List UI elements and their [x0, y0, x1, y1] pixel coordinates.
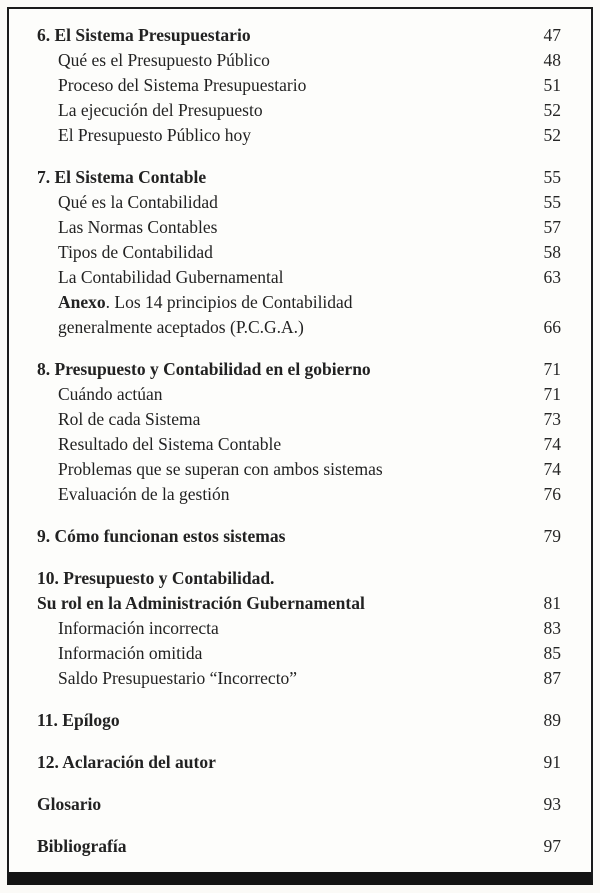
toc-entry-text: generalmente aceptados (P.C.G.A.) [58, 317, 304, 337]
toc-item-row [37, 290, 561, 315]
toc-chapter-title [37, 524, 519, 549]
toc-chapter-row [37, 834, 561, 859]
table-of-contents [9, 9, 591, 859]
page-number: 74 [543, 434, 561, 454]
toc-section [37, 566, 561, 691]
toc-item-label [37, 240, 519, 265]
toc-section [37, 23, 561, 148]
toc-section [37, 834, 561, 859]
toc-item-row [37, 215, 561, 240]
toc-chapter-title [37, 357, 519, 382]
toc-item-row [37, 666, 561, 691]
toc-chapter-title [37, 834, 519, 859]
toc-item-label [37, 215, 519, 240]
toc-item-label [37, 382, 519, 407]
page-number: 85 [543, 643, 561, 663]
toc-chapter-row [37, 750, 561, 775]
toc-entry-text: Glosario [37, 794, 102, 814]
toc-entry-text: 11. Epílogo [37, 710, 120, 730]
toc-entry-text: Cuándo actúan [58, 384, 163, 404]
toc-item-label [37, 48, 519, 73]
page-number: 47 [543, 25, 561, 45]
toc-entry-text: Información incorrecta [58, 618, 219, 638]
toc-item-row [37, 98, 561, 123]
toc-item-row [37, 240, 561, 265]
toc-item-label [37, 432, 519, 457]
toc-entry-text: 8. Presupuesto y Contabilidad en el gobierno [37, 359, 371, 379]
toc-entry-text: Saldo Presupuestario “Incorrecto” [58, 668, 298, 688]
toc-entry-text: . Los 14 principios de Contabilidad [105, 292, 353, 312]
page-number: 63 [543, 267, 561, 287]
toc-item-label [37, 290, 561, 315]
toc-entry-text: 7. El Sistema Contable [37, 167, 207, 187]
page-number: 73 [543, 409, 561, 429]
toc-section [37, 524, 561, 549]
toc-item-row [37, 48, 561, 73]
toc-section [37, 357, 561, 507]
page-number: 83 [543, 618, 561, 638]
toc-item-row [37, 432, 561, 457]
toc-chapter-row [37, 566, 561, 591]
toc-chapter-title [37, 23, 519, 48]
page-number: 55 [543, 167, 561, 187]
toc-item-bold-prefix: Anexo [58, 292, 106, 312]
toc-entry-text: Bibliografía [37, 836, 127, 856]
toc-item-row [37, 315, 561, 340]
toc-entry-text: Evaluación de la gestión [58, 484, 230, 504]
page-number: 51 [543, 75, 561, 95]
toc-section [37, 165, 561, 340]
page-number: 71 [543, 359, 561, 379]
toc-item-label [37, 98, 519, 123]
toc-item-row [37, 265, 561, 290]
toc-item-row [37, 407, 561, 432]
toc-item-row [37, 457, 561, 482]
page-number: 89 [543, 710, 561, 730]
page-number: 58 [543, 242, 561, 262]
toc-entry-text: Tipos de Contabilidad [58, 242, 213, 262]
scanned-page [7, 7, 593, 885]
page-number: 91 [543, 752, 561, 772]
page-number: 81 [543, 593, 561, 613]
toc-entry-text: Rol de cada Sistema [58, 409, 201, 429]
toc-item-label [37, 641, 519, 666]
toc-item-label [37, 457, 519, 482]
page-number: 48 [543, 50, 561, 70]
toc-chapter-row [37, 23, 561, 48]
toc-chapter-row [37, 708, 561, 733]
page-number: 66 [543, 317, 561, 337]
toc-entry-text: La ejecución del Presupuesto [58, 100, 263, 120]
toc-chapter-row [37, 792, 561, 817]
toc-list [37, 23, 561, 859]
toc-entry-text: 6. El Sistema Presupuestario [37, 25, 251, 45]
toc-entry-text: La Contabilidad Gubernamental [58, 267, 284, 287]
toc-item-label [37, 482, 519, 507]
toc-chapter-row [37, 524, 561, 549]
toc-item-label [37, 315, 519, 340]
page-number: 52 [543, 125, 561, 145]
page-number: 93 [543, 794, 561, 814]
toc-chapter-title [37, 566, 561, 591]
toc-item-row [37, 190, 561, 215]
toc-chapter-title [37, 750, 519, 775]
toc-entry-text: Problemas que se superan con ambos sistemas [58, 459, 383, 479]
toc-chapter-title [37, 792, 519, 817]
toc-item-row [37, 641, 561, 666]
toc-entry-text: Proceso del Sistema Presupuestario [58, 75, 307, 95]
toc-item-label [37, 407, 519, 432]
toc-chapter-title [37, 591, 519, 616]
toc-item-label [37, 73, 519, 98]
toc-chapter-title [37, 165, 519, 190]
page-number: 71 [543, 384, 561, 404]
toc-entry-text: Qué es la Contabilidad [58, 192, 218, 212]
toc-entry-text: Su rol en la Administración Gubernamental [37, 593, 365, 613]
toc-chapter-row [37, 165, 561, 190]
page-number: 52 [543, 100, 561, 120]
toc-chapter-row [37, 591, 561, 616]
page-number: 74 [543, 459, 561, 479]
toc-chapter-row [37, 357, 561, 382]
page-number: 57 [543, 217, 561, 237]
toc-entry-text: 12. Aclaración del autor [37, 752, 216, 772]
toc-item-row [37, 73, 561, 98]
page-number: 79 [543, 526, 561, 546]
toc-item-row [37, 616, 561, 641]
page-number: 87 [543, 668, 561, 688]
toc-item-label [37, 123, 519, 148]
toc-entry-text: Resultado del Sistema Contable [58, 434, 282, 454]
toc-item-label [37, 616, 519, 641]
toc-item-row [37, 123, 561, 148]
page-number: 97 [543, 836, 561, 856]
toc-entry-text: 10. Presupuesto y Contabilidad. [37, 568, 275, 588]
toc-entry-text: Las Normas Contables [58, 217, 218, 237]
toc-entry-text: Información omitida [58, 643, 203, 663]
toc-section [37, 792, 561, 817]
page-number: 55 [543, 192, 561, 212]
toc-item-label [37, 265, 519, 290]
toc-section [37, 708, 561, 733]
toc-item-row [37, 382, 561, 407]
page-number: 76 [543, 484, 561, 504]
toc-item-label [37, 666, 519, 691]
toc-chapter-title [37, 708, 519, 733]
toc-section [37, 750, 561, 775]
toc-item-row [37, 482, 561, 507]
toc-item-label [37, 190, 519, 215]
toc-entry-text: El Presupuesto Público hoy [58, 125, 251, 145]
toc-entry-text: Qué es el Presupuesto Público [58, 50, 270, 70]
toc-entry-text: 9. Cómo funcionan estos sistemas [37, 526, 286, 546]
